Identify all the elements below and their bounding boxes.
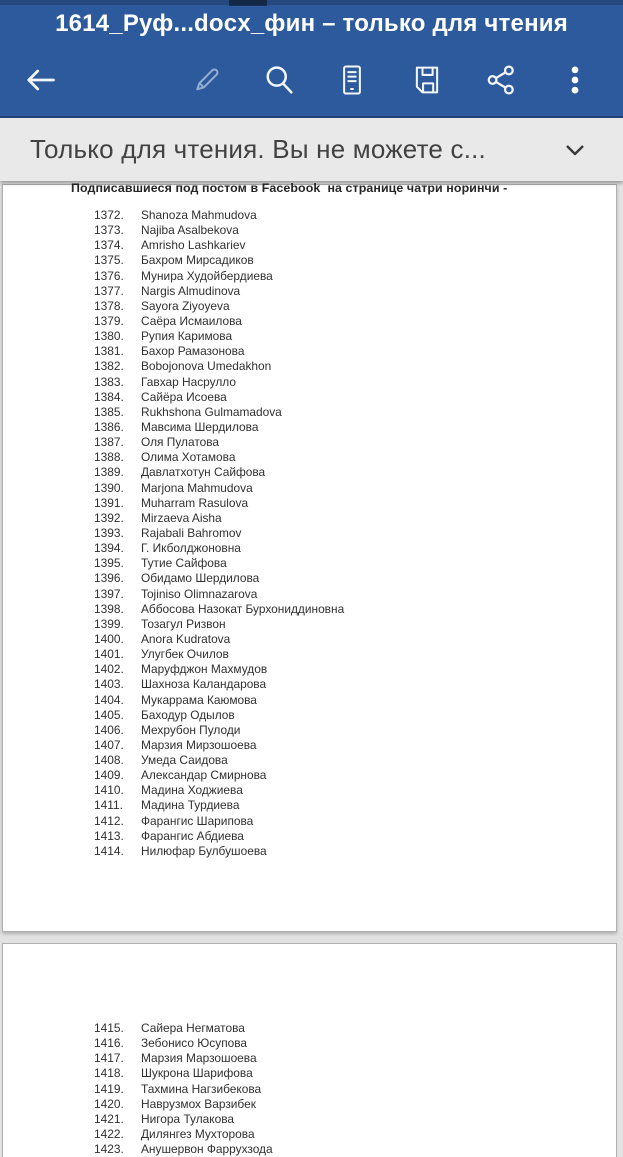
list-item — [3, 1082, 618, 1097]
entry-number: 1378. — [94, 298, 124, 313]
list-item — [3, 314, 618, 329]
entry-number: 1392. — [94, 510, 124, 525]
save-button[interactable] — [405, 58, 449, 102]
list-item — [3, 269, 618, 284]
back-button[interactable] — [18, 58, 62, 102]
entry-number: 1393. — [94, 525, 124, 540]
search-icon — [261, 62, 297, 98]
entry-name: Гавхар Насрулло — [141, 374, 236, 389]
list-item — [3, 208, 618, 223]
entry-name: Сайёра Исоева — [141, 389, 227, 404]
entry-name: Нигора Тулакова — [141, 1111, 235, 1126]
entry-name: Фарангис Абдиева — [141, 828, 244, 843]
list-item — [3, 465, 618, 480]
mobile-view-icon — [334, 62, 370, 98]
entry-name: Мадина Ходжиева — [141, 783, 243, 798]
list-item — [3, 708, 618, 723]
list-item — [3, 511, 618, 526]
entry-name: Наврузмох Варзибек — [141, 1096, 256, 1111]
document-heading: Подписавшиеся под постом в Facebook на странице чатри норинчи - — [71, 181, 508, 195]
list-item — [3, 284, 618, 299]
entry-name: Фарангис Шарипова — [141, 813, 254, 828]
entry-number: 1420. — [94, 1096, 124, 1111]
entry-number: 1398. — [94, 601, 124, 616]
overflow-menu-button[interactable] — [553, 58, 597, 102]
entry-number: 1409. — [94, 768, 124, 783]
entry-name: Mirzaeva Aisha — [141, 510, 222, 525]
entry-number: 1405. — [94, 707, 124, 722]
entry-name: Мехрубон Пулоди — [141, 722, 241, 737]
list-item — [3, 738, 618, 753]
entry-number: 1406. — [94, 722, 124, 737]
entry-number: 1404. — [94, 692, 124, 707]
entry-number: 1411. — [94, 798, 123, 813]
entry-name: Amrisho Lashkariev — [141, 238, 246, 253]
entry-name: Anora Kudratova — [141, 631, 231, 646]
entry-number: 1416. — [94, 1036, 124, 1051]
entry-number: 1413. — [94, 828, 124, 843]
status-bar-strip — [0, 0, 623, 5]
entry-number: 1377. — [94, 283, 124, 298]
document-title: 1614_Руф...docx_фин – только для чтения — [55, 10, 568, 37]
list-item — [3, 814, 618, 829]
entry-name: Нилюфар Булбушоева — [141, 843, 267, 858]
list-item — [3, 1066, 618, 1081]
list-item — [3, 647, 618, 662]
entry-name: Тозагул Ризвон — [141, 616, 226, 631]
entry-name: Дилянгез Мухторова — [141, 1126, 255, 1141]
list-item — [3, 238, 618, 253]
list-item — [3, 420, 618, 435]
list-item — [3, 602, 618, 617]
entry-number: 1402. — [94, 662, 124, 677]
entry-number: 1382. — [94, 359, 124, 374]
entry-name: Давлатхотун Сайфова — [141, 465, 266, 480]
entry-name: Тахмина Нагзибекова — [141, 1081, 262, 1096]
entry-name: Рупия Каримова — [141, 329, 233, 344]
share-button[interactable] — [479, 58, 523, 102]
list-item — [3, 344, 618, 359]
entry-name: Умеда Саидова — [141, 753, 228, 768]
list-item — [3, 1021, 618, 1036]
list-item — [3, 1127, 618, 1142]
list-item — [3, 723, 618, 738]
list-item — [3, 223, 618, 238]
list-item — [3, 587, 618, 602]
list-item — [3, 693, 618, 708]
list-item — [3, 753, 618, 768]
list-item — [3, 1112, 618, 1127]
readonly-banner[interactable] — [0, 118, 623, 181]
entry-number: 1383. — [94, 374, 124, 389]
list-item — [3, 390, 618, 405]
entry-name: Анушервон Фаррухзода — [141, 1142, 273, 1157]
list-item — [3, 556, 618, 571]
entry-number: 1417. — [94, 1051, 124, 1066]
list-item — [3, 496, 618, 511]
entry-name: Г. Икболджоновна — [141, 541, 241, 556]
search-button[interactable] — [257, 58, 301, 102]
entry-number: 1374. — [94, 238, 124, 253]
list-item — [3, 1097, 618, 1112]
list-item — [3, 1036, 618, 1051]
list-item — [3, 571, 618, 586]
entry-number: 1403. — [94, 677, 124, 692]
entry-name: Мукаррама Каюмова — [141, 692, 257, 707]
entry-number: 1391. — [94, 495, 124, 510]
list-item — [3, 359, 618, 374]
entry-name: Марзия Мирзошоева — [141, 737, 257, 752]
list-item — [3, 798, 618, 813]
readonly-banner-text: Только для чтения. Вы не можете с... — [30, 134, 486, 164]
list-item — [3, 329, 618, 344]
entry-name: Оля Пулатова — [141, 435, 220, 450]
edit-button[interactable] — [184, 58, 228, 102]
document-page-1 — [2, 181, 617, 932]
entry-number: 1399. — [94, 616, 124, 631]
mobile-view-button[interactable] — [330, 58, 374, 102]
entry-number: 1375. — [94, 253, 124, 268]
entry-name: Najiba Asalbekova — [141, 223, 239, 238]
entry-number: 1397. — [94, 586, 124, 601]
entry-number: 1372. — [94, 208, 124, 222]
list-item — [3, 541, 618, 556]
entry-name: Обидамо Шердилова — [141, 571, 260, 586]
entry-name: Марзия Марзошоева — [141, 1051, 257, 1066]
document-page-2 — [2, 943, 617, 1157]
share-icon — [483, 62, 519, 98]
entry-number: 1380. — [94, 329, 124, 344]
list-item — [3, 1051, 618, 1066]
entry-number: 1407. — [94, 737, 124, 752]
entry-number: 1422. — [94, 1126, 124, 1141]
list-item — [3, 662, 618, 677]
list-item — [3, 783, 618, 798]
entry-name: Сайера Негматова — [141, 1021, 245, 1035]
entry-number: 1388. — [94, 450, 124, 465]
list-item — [3, 632, 618, 647]
entry-number: 1381. — [94, 344, 124, 359]
entry-name: Баходур Одылов — [141, 707, 235, 722]
list-item — [3, 253, 618, 268]
entry-number: 1379. — [94, 313, 124, 328]
entry-number: 1423. — [94, 1142, 124, 1157]
app-bar — [0, 0, 623, 118]
list-item — [3, 677, 618, 692]
entry-name: Олима Хотамова — [141, 450, 236, 465]
list-item — [3, 844, 618, 859]
entry-name: Шахноза Каландарова — [141, 677, 267, 692]
entry-name: Саёра Исмаилова — [141, 313, 242, 328]
entry-number: 1414. — [94, 843, 124, 858]
entry-number: 1400. — [94, 631, 124, 646]
entry-number: 1384. — [94, 389, 124, 404]
entry-number: 1395. — [94, 556, 124, 571]
entry-name: Nargis Almudinova — [141, 283, 241, 298]
signers-list-page-2 — [3, 1021, 618, 1157]
entry-number: 1412. — [94, 813, 124, 828]
entry-name: Аббосова Назокат Бурхониддиновна — [141, 601, 345, 616]
list-item — [3, 450, 618, 465]
entry-number: 1394. — [94, 541, 124, 556]
entry-number: 1408. — [94, 753, 124, 768]
list-item — [3, 481, 618, 496]
status-bar-notch — [229, 0, 267, 6]
entry-number: 1415. — [94, 1021, 124, 1035]
entry-number: 1390. — [94, 480, 124, 495]
entry-name: Улугбек Очилов — [141, 647, 229, 662]
entry-number: 1419. — [94, 1081, 124, 1096]
document-scroll-area[interactable] — [0, 181, 623, 1157]
list-item — [3, 405, 618, 420]
pencil-icon — [188, 62, 224, 98]
entry-name: Шукрона Шарифова — [141, 1066, 253, 1081]
entry-name: Marjona Mahmudova — [141, 480, 253, 495]
entry-name: Бахор Рамазонова — [141, 344, 245, 359]
entry-number: 1376. — [94, 268, 124, 283]
save-icon — [409, 62, 445, 98]
list-item — [3, 1142, 618, 1157]
entry-name: Бахром Мирсадиков — [141, 253, 254, 268]
list-item — [3, 435, 618, 450]
entry-number: 1389. — [94, 465, 124, 480]
entry-name: Мадина Турдиева — [141, 798, 240, 813]
entry-number: 1385. — [94, 404, 124, 419]
entry-name: Rukhshona Gulmamadova — [141, 404, 282, 419]
entry-number: 1387. — [94, 435, 124, 450]
back-arrow-icon — [22, 62, 58, 98]
list-item — [3, 375, 618, 390]
entry-name: Маруфджон Махмудов — [141, 662, 268, 677]
list-item — [3, 526, 618, 541]
entry-name: Rajabali Bahromov — [141, 525, 242, 540]
list-item — [3, 829, 618, 844]
signers-list-page-1 — [3, 208, 618, 859]
entry-number: 1386. — [94, 419, 124, 434]
entry-name: Зебонисо Юсупова — [141, 1036, 248, 1051]
more-vertical-icon — [557, 62, 593, 98]
entry-name: Александар Смирнова — [141, 768, 267, 783]
entry-number: 1396. — [94, 571, 124, 586]
entry-name: Shanoza Mahmudova — [141, 208, 257, 222]
entry-name: Мавсима Шердилова — [141, 419, 259, 434]
entry-number: 1421. — [94, 1111, 124, 1126]
entry-name: Мунира Худойбердиева — [141, 268, 273, 283]
list-item — [3, 299, 618, 314]
entry-number: 1410. — [94, 783, 124, 798]
entry-number: 1373. — [94, 223, 124, 238]
entry-name: Muharram Rasulova — [141, 495, 249, 510]
chevron-down-icon[interactable] — [560, 135, 590, 165]
entry-name: Тутие Сайфова — [141, 556, 227, 571]
entry-name: Sayora Ziyoyeva — [141, 298, 230, 313]
list-item — [3, 768, 618, 783]
entry-number: 1401. — [94, 647, 124, 662]
entry-name: Bobojonova Umedakhon — [141, 359, 272, 374]
entry-number: 1418. — [94, 1066, 124, 1081]
entry-name: Tojiniso Olimnazarova — [141, 586, 258, 601]
appbar-divider — [0, 116, 623, 118]
list-item — [3, 617, 618, 632]
